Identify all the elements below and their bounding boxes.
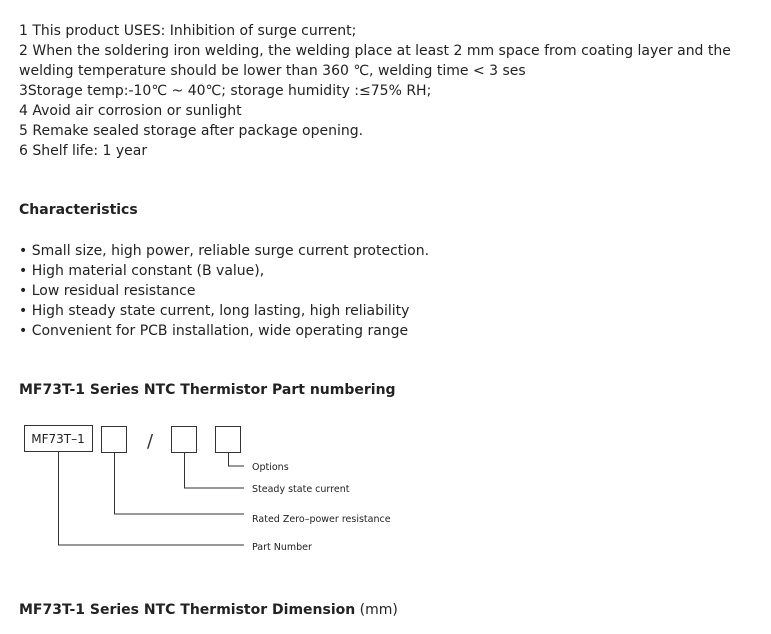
characteristic-item: • High material constant (B value), <box>19 263 265 279</box>
prefix-text: MF73T–1 <box>31 432 85 446</box>
usage-notes <box>19 21 764 161</box>
note-1: 1 This product USES: Inhibition of surge current; <box>19 23 357 39</box>
steady-leader <box>185 453 245 488</box>
dimension-heading <box>19 602 398 618</box>
steady-current-label: Steady state current <box>252 484 350 495</box>
note-6: 6 Shelf life: 1 year <box>19 143 148 159</box>
resistance-code-box <box>102 427 127 453</box>
note-5: 5 Remake sealed storage after package opening. <box>19 123 364 139</box>
part-leader <box>59 452 245 545</box>
note-2: 2 When the soldering iron welding, the welding place at least 2 mm space from coating layer and the welding temperature should be lower than 360 ℃, welding time < 3 ses <box>19 43 731 79</box>
characteristic-item: • Convenient for PCB installation, wide operating range <box>19 323 409 339</box>
note-3: 3Storage temp:-10℃ ~ 40℃; storage humidity :≤75% RH; <box>19 83 432 99</box>
current-code-box <box>172 427 197 453</box>
characteristic-item: • Small size, high power, reliable surge current protection. <box>19 243 430 259</box>
options-leader <box>229 453 245 466</box>
part-numbering-heading: MF73T-1 Series NTC Thermistor Part numbering <box>19 382 396 398</box>
options-label: Options <box>252 462 289 473</box>
rated-resistance-label: Rated Zero–power resistance <box>252 514 391 525</box>
separator-slash: / <box>146 431 154 452</box>
note-4: 4 Avoid air corrosion or sunlight <box>19 103 242 119</box>
part-numbering-diagram <box>0 410 771 560</box>
dimension-unit: (mm) <box>355 602 398 618</box>
part-number-label: Part Number <box>252 542 312 553</box>
rated-leader <box>115 453 245 514</box>
characteristics-heading: Characteristics <box>19 202 138 218</box>
characteristic-item: • Low residual resistance <box>19 283 196 299</box>
characteristics-list <box>19 241 429 341</box>
dimension-title: MF73T-1 Series NTC Thermistor Dimension <box>19 602 356 618</box>
options-code-box <box>216 427 241 453</box>
characteristic-item: • High steady state current, long lasting, high reliability <box>19 303 410 319</box>
